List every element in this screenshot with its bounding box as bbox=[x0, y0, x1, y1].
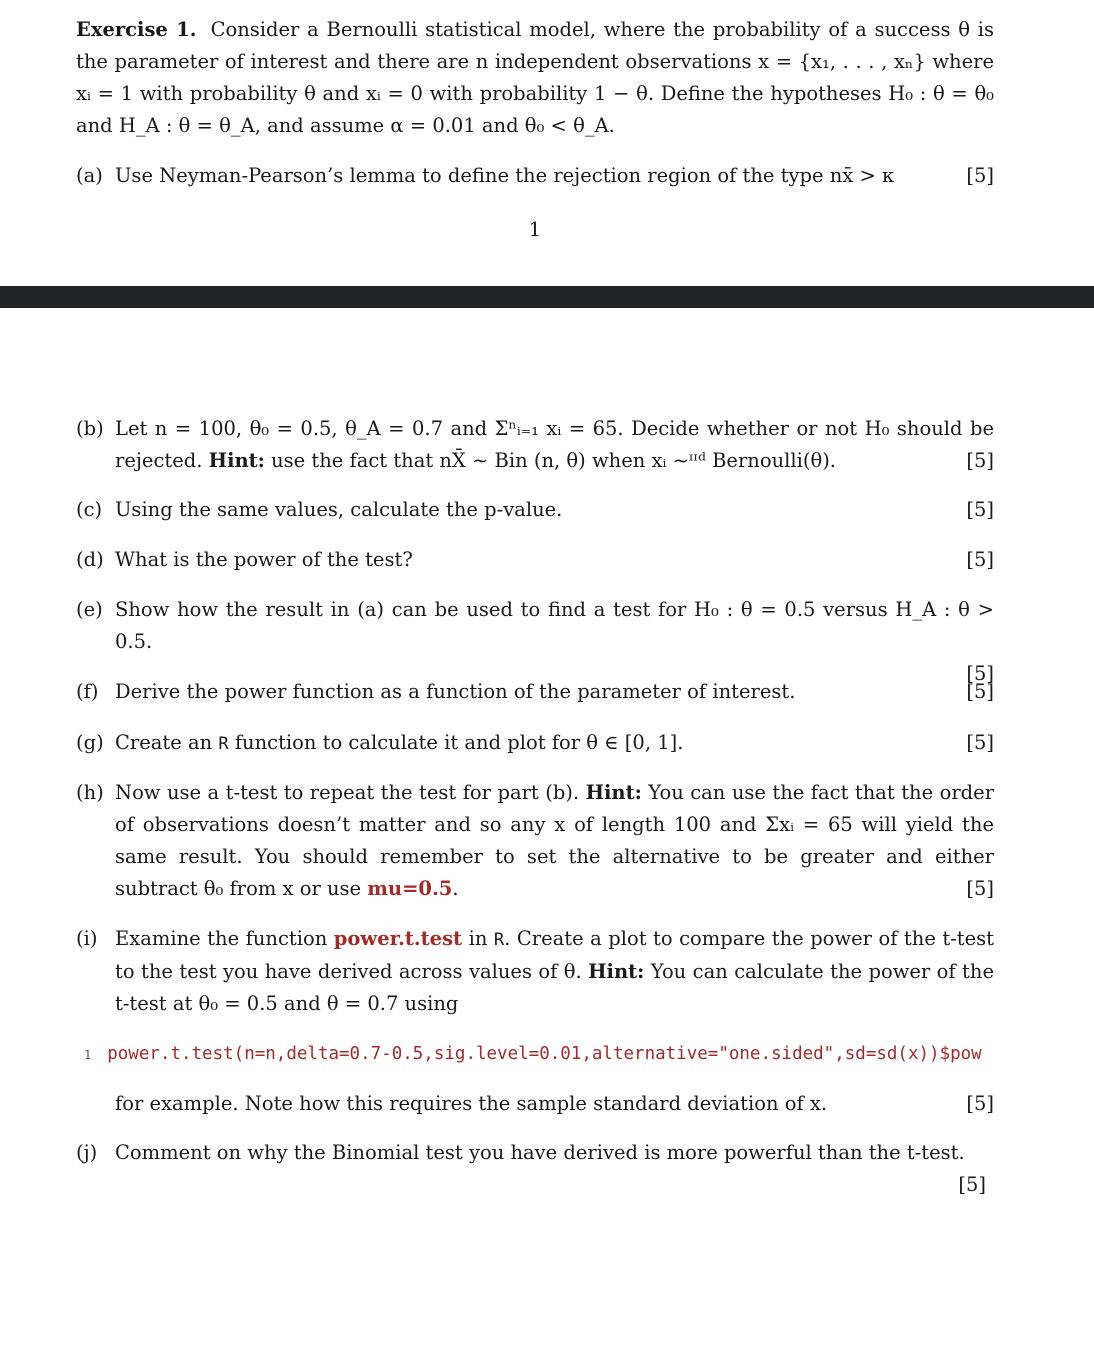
marks: [5] bbox=[958, 1173, 986, 1196]
item-text: Show how the result in (a) can be used to find a test for H₀ : θ = 0.5 versus H_A : θ > 0.5. bbox=[115, 598, 994, 653]
marks: [5] bbox=[966, 731, 994, 754]
hint-label: Hint: bbox=[588, 960, 645, 983]
code-listing bbox=[84, 1044, 1094, 1064]
item-i-continued bbox=[76, 1088, 994, 1120]
inline-code-r: R bbox=[493, 930, 505, 950]
item-d bbox=[76, 544, 994, 576]
item-text-pre: Create an bbox=[115, 731, 213, 754]
item-text: Use Neyman-Pearson’s lemma to define the rejection region of the type nx̄ > κ bbox=[115, 164, 895, 187]
item-label: (f) bbox=[76, 680, 99, 703]
marks: [5] bbox=[966, 662, 994, 685]
code-line-number: 1 bbox=[84, 1048, 92, 1062]
inline-code: mu=0.5 bbox=[367, 877, 453, 900]
hint-label: Hint: bbox=[208, 449, 265, 472]
hint-text: You can calculate the power of the t-test at θ₀ = 0.5 and θ = 0.7 using bbox=[115, 960, 994, 1015]
page-divider bbox=[0, 286, 1094, 308]
item-a bbox=[76, 160, 994, 192]
page-1 bbox=[0, 0, 1094, 286]
marks: [5] bbox=[966, 680, 994, 703]
hint-text: use the fact that nX̄ ∼ Bin (n, θ) when xᵢ ~ᶦᶦᵈ Bernoulli(θ). bbox=[271, 449, 837, 472]
item-text-pre: Examine the function bbox=[115, 927, 328, 950]
item-text: What is the power of the test? bbox=[115, 548, 413, 571]
hint-text: You can use the fact that the order of observations doesn’t matter and so any x of length 100 and Σxᵢ = 65 will yield the same result. You should remember to set the alternative to be greater and either subtract θ₀ from x or use bbox=[115, 781, 995, 900]
item-label: (g) bbox=[76, 731, 104, 754]
item-label: (b) bbox=[76, 417, 104, 440]
intro-text: Consider a Bernoulli statistical model, where the probability of a success θ is the parameter of interest and there are n independent observations x = {x₁, . . . , xₙ} where xᵢ = 1 with probability θ and xᵢ = 0 with probability 1 − θ. Define the hypotheses H₀ : θ = θ₀ and H_A : θ = θ_A, and assume α = 0.01 and θ₀ < θ_A. bbox=[76, 18, 994, 137]
marks: [5] bbox=[966, 1092, 994, 1115]
item-text: for example. Note how this requires the sample standard deviation of x. bbox=[115, 1092, 828, 1115]
item-text: Using the same values, calculate the p-value. bbox=[115, 498, 563, 521]
item-text-mid: in bbox=[468, 927, 488, 950]
item-c bbox=[76, 494, 994, 526]
item-g bbox=[76, 727, 994, 760]
item-label: (d) bbox=[76, 548, 104, 571]
item-label: (c) bbox=[76, 498, 103, 521]
exercise-intro bbox=[76, 14, 994, 142]
item-h: (h) Now use a t-test to repeat the test for part (b). Hint: You can use the fact that the order of observations doesn’t matter and so any x of length 100 and Σxᵢ = 65 will yield the same result. You should remember to set the alternative to be greater and either subtract θ₀ from x or use mu=0.5. [5] bbox=[76, 777, 994, 905]
item-text-post: function to calculate it and plot for θ ∈ [0, 1]. bbox=[234, 731, 684, 754]
item-text: Let n = 100, θ₀ = 0.5, θ_A = 0.7 and Σⁿᵢ₌₁ xᵢ = 65. Decide whether or not H₀ should be rejected. bbox=[115, 417, 994, 472]
inline-code: power.t.test bbox=[333, 927, 463, 950]
item-label: (i) bbox=[76, 927, 98, 950]
item-label: (h) bbox=[76, 781, 104, 804]
item-i bbox=[76, 923, 994, 1020]
page-number: 1 bbox=[528, 218, 542, 241]
marks: [5] bbox=[966, 164, 994, 187]
item-f bbox=[76, 676, 994, 708]
exercise-title: Exercise 1. bbox=[76, 18, 197, 41]
marks: [5] bbox=[966, 877, 994, 900]
marks: [5] bbox=[966, 498, 994, 521]
item-label: (a) bbox=[76, 164, 103, 187]
item-j bbox=[76, 1137, 994, 1201]
item-text-post: . Create a plot to compare the power of the t-test to the test you have derived across values of θ. bbox=[115, 927, 995, 983]
item-label: (j) bbox=[76, 1141, 98, 1164]
item-label: (e) bbox=[76, 598, 103, 621]
code-text: power.t.test(n=n,delta=0.7-0.5,sig.level=0.01,alternative="one.sided",sd=sd(x))$pow bbox=[107, 1044, 982, 1064]
item-text: Comment on why the Binomial test you have derived is more powerful than the t-test. bbox=[115, 1141, 965, 1164]
marks: [5] bbox=[966, 449, 994, 472]
marks: [5] bbox=[966, 548, 994, 571]
item-b bbox=[76, 413, 994, 477]
hint-label: Hint: bbox=[585, 781, 642, 804]
item-text: Now use a t-test to repeat the test for part (b). bbox=[115, 781, 580, 804]
item-text: Derive the power function as a function of the parameter of interest. bbox=[115, 680, 796, 703]
inline-code: R bbox=[218, 734, 229, 754]
